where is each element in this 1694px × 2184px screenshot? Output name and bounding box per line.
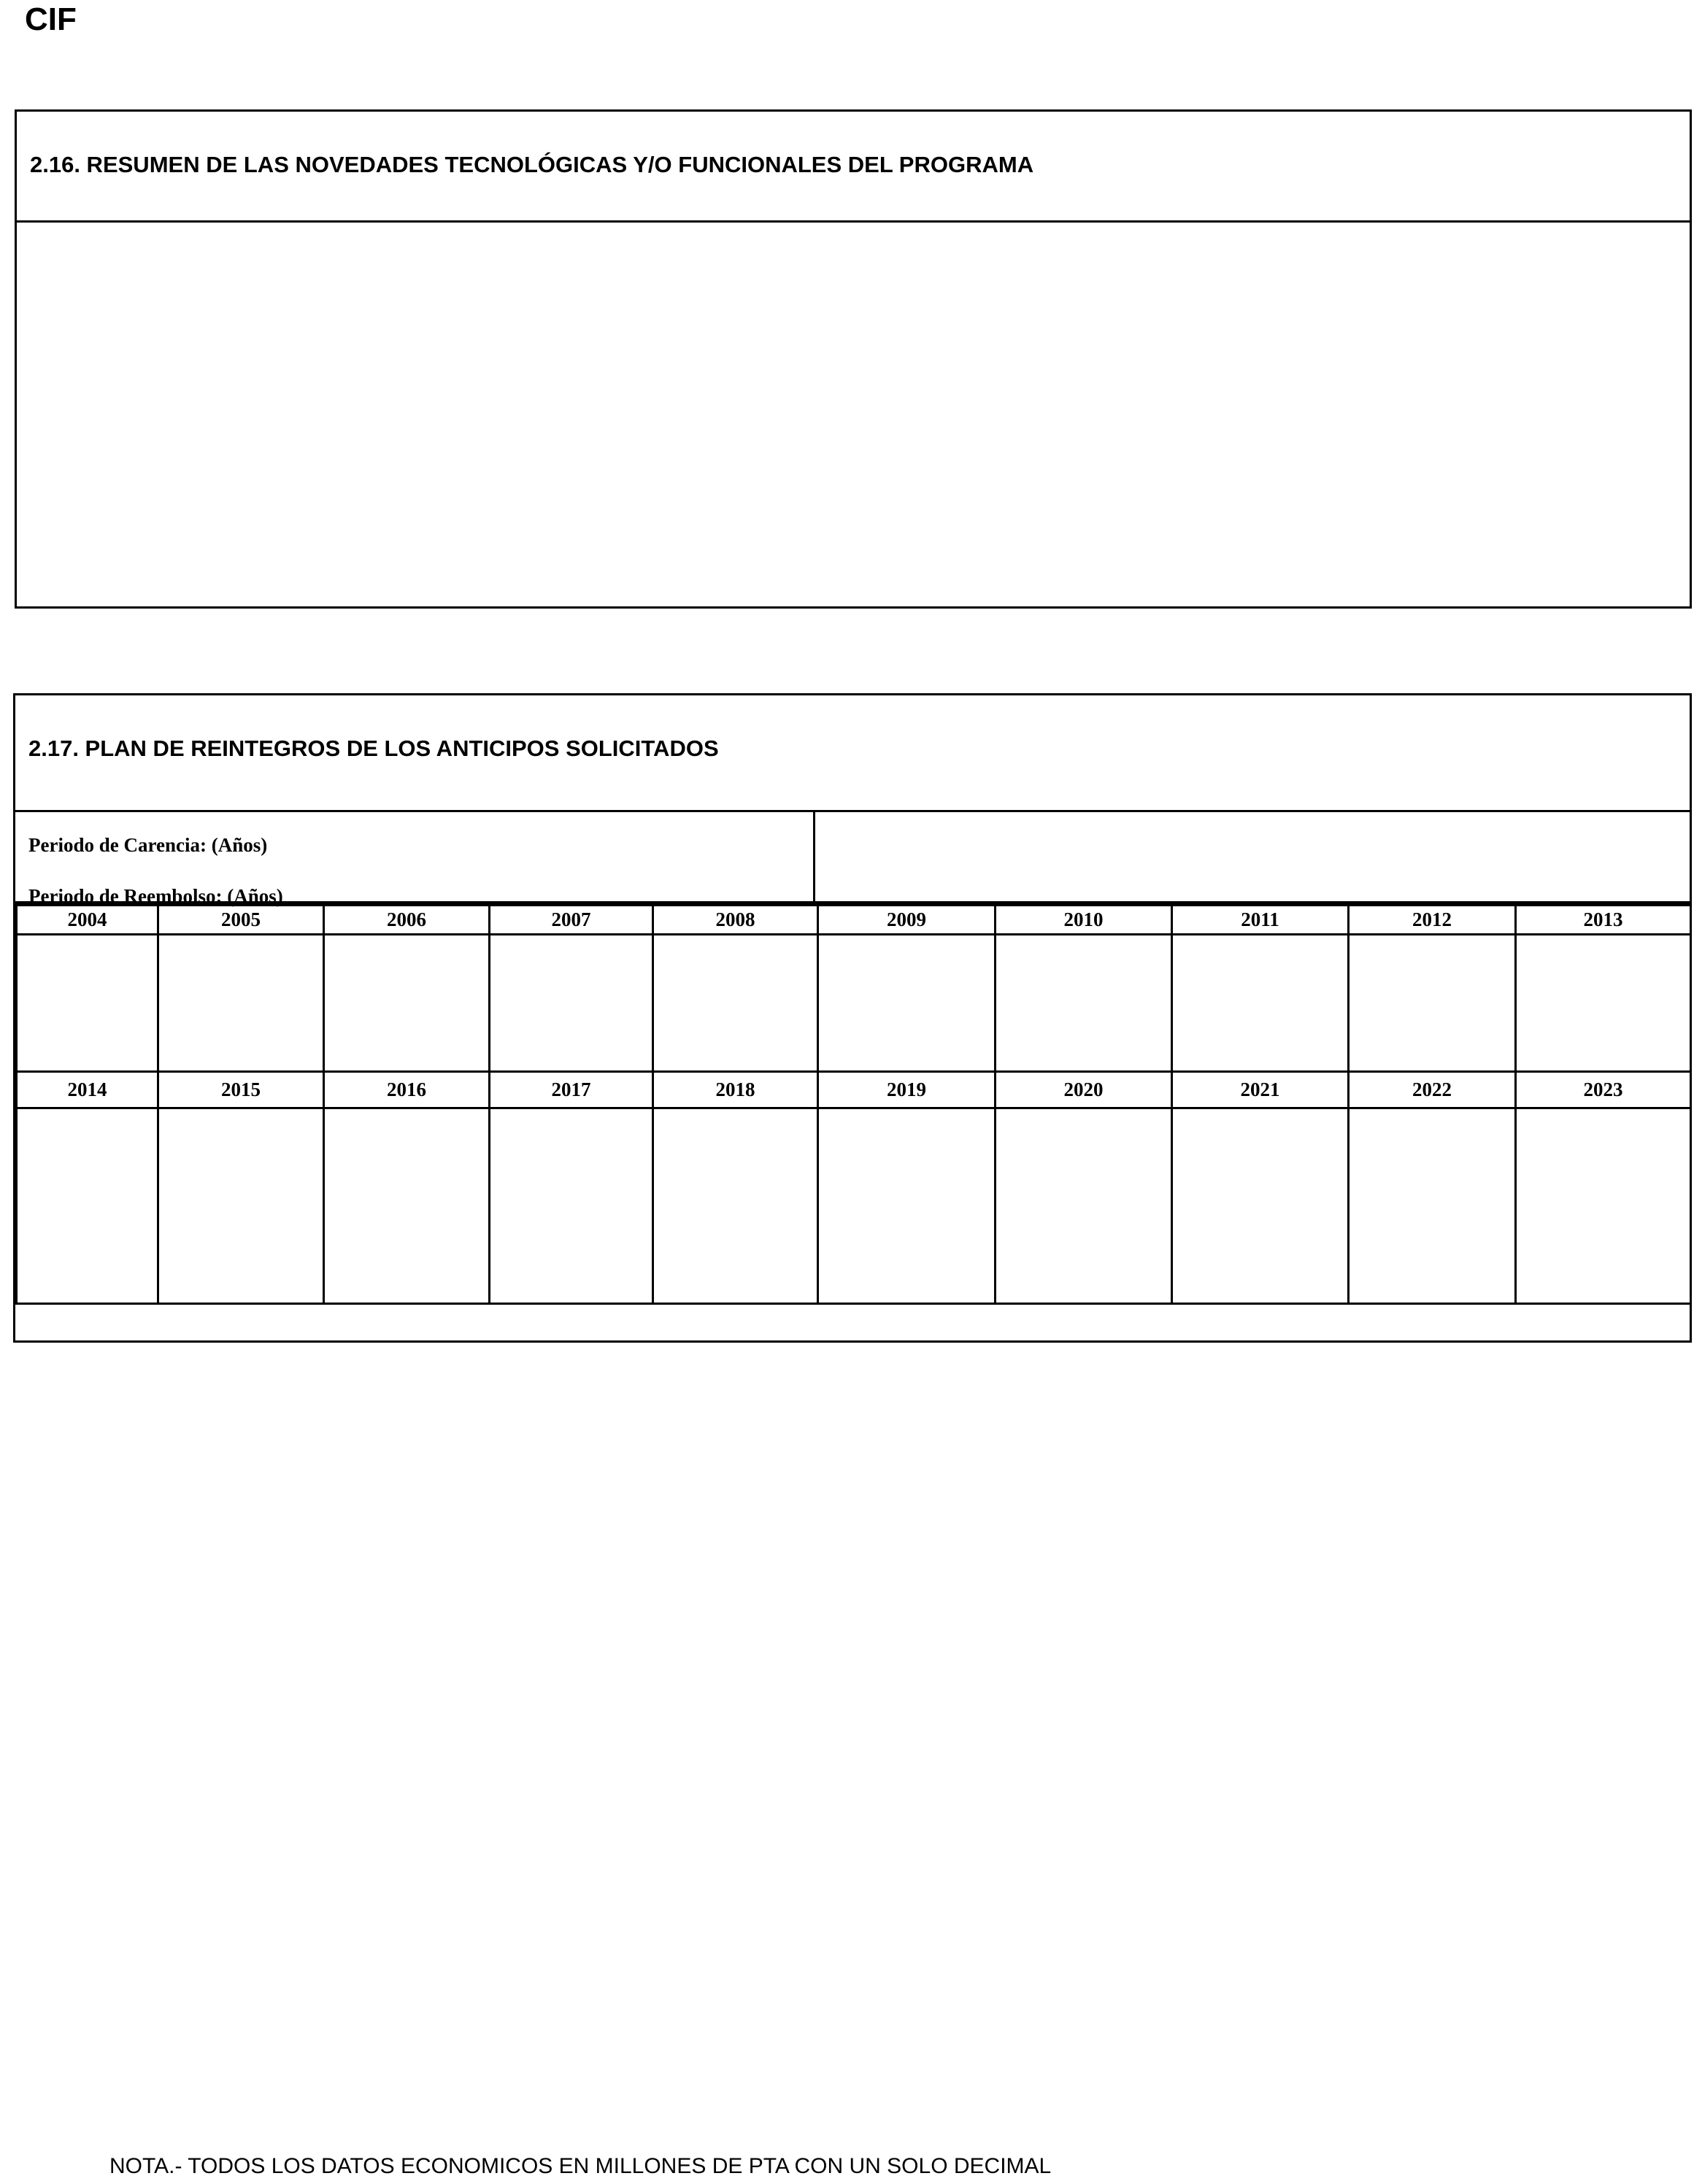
amounts-row-1: [17, 935, 1691, 1072]
section-216-content-area[interactable]: [17, 223, 1690, 606]
amount-cell[interactable]: [324, 935, 490, 1072]
section-217-header: [15, 695, 1690, 812]
amount-cell[interactable]: [490, 1108, 653, 1304]
amount-cell[interactable]: [653, 935, 818, 1072]
year-cell: 2010: [996, 906, 1172, 935]
amounts-row-2: [17, 1108, 1691, 1304]
year-cell: 2017: [490, 1072, 653, 1108]
amount-cell[interactable]: [324, 1108, 490, 1304]
year-cell: 2019: [818, 1072, 996, 1108]
amount-cell[interactable]: [158, 935, 324, 1072]
year-cell: 2004: [17, 906, 158, 935]
periods-values-cell[interactable]: [815, 812, 1690, 901]
year-cell: 2009: [818, 906, 996, 935]
amount-cell[interactable]: [17, 935, 158, 1072]
year-cell: 2005: [158, 906, 324, 935]
periods-labels-cell: [15, 812, 815, 907]
amount-cell[interactable]: [653, 1108, 818, 1304]
year-cell: 2007: [490, 906, 653, 935]
periods-area: [15, 812, 1690, 907]
year-cell: 2012: [1349, 906, 1516, 935]
amount-cell[interactable]: [996, 935, 1172, 1072]
year-cell: 2015: [158, 1072, 324, 1108]
section-216-box: [15, 109, 1692, 609]
amount-cell[interactable]: [1172, 1108, 1349, 1304]
amount-cell[interactable]: [158, 1108, 324, 1304]
year-cell: 2011: [1172, 906, 1349, 935]
amount-cell[interactable]: [1516, 1108, 1691, 1304]
cif-label: CIF: [25, 1, 77, 37]
year-cell: 2021: [1172, 1072, 1349, 1108]
amount-cell[interactable]: [1349, 935, 1516, 1072]
amount-cell[interactable]: [490, 935, 653, 1072]
amount-cell[interactable]: [996, 1108, 1172, 1304]
section-217-title: 2.17. PLAN DE REINTEGROS DE LOS ANTICIPOS SOLICITADOS: [28, 736, 719, 761]
amount-cell[interactable]: [17, 1108, 158, 1304]
year-cell: 2018: [653, 1072, 818, 1108]
year-cell: 2014: [17, 1072, 158, 1108]
section-217-box: [13, 693, 1692, 1343]
year-cell: 2013: [1516, 906, 1691, 935]
year-cell: 2022: [1349, 1072, 1516, 1108]
year-cell: 2023: [1516, 1072, 1691, 1108]
reintegros-table: [15, 904, 1692, 1305]
year-cell: 2020: [996, 1072, 1172, 1108]
section-216-header: [17, 112, 1690, 223]
footer-note: NOTA.- TODOS LOS DATOS ECONOMICOS EN MILLONES DE PTA CON UN SOLO DECIMAL: [109, 2154, 1052, 2178]
amount-cell[interactable]: [1516, 935, 1691, 1072]
years-header-row-1: [17, 906, 1691, 935]
carencia-label: Periodo de Carencia: (Años): [28, 834, 268, 856]
section-216-title: 2.16. RESUMEN DE LAS NOVEDADES TECNOLÓGICAS Y/O FUNCIONALES DEL PROGRAMA: [30, 152, 1034, 177]
years-header-row-2: [17, 1072, 1691, 1108]
year-cell: 2016: [324, 1072, 490, 1108]
amount-cell[interactable]: [818, 1108, 996, 1304]
amount-cell[interactable]: [1349, 1108, 1516, 1304]
year-cell: 2006: [324, 906, 490, 935]
amount-cell[interactable]: [818, 935, 996, 1072]
reembolso-label: Periodo de Reembolso: (Años): [28, 885, 283, 907]
year-cell: 2008: [653, 906, 818, 935]
amount-cell[interactable]: [1172, 935, 1349, 1072]
